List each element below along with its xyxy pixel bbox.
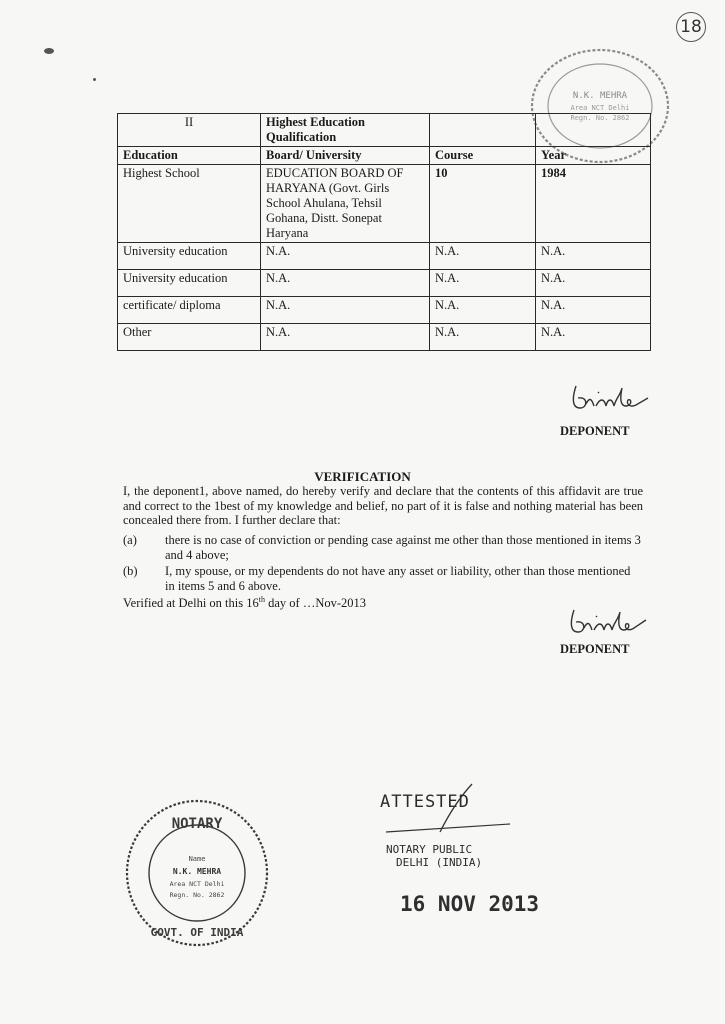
empty-cell bbox=[536, 114, 651, 147]
seal-bottom-text: GOVT. OF INDIA bbox=[150, 926, 244, 939]
column-header: Board/ University bbox=[261, 147, 430, 165]
table-cell: N.A. bbox=[536, 270, 651, 297]
section-title: Highest Education Qualification bbox=[261, 114, 430, 147]
signature bbox=[566, 604, 650, 640]
scan-mark bbox=[93, 78, 96, 81]
table-cell: N.A. bbox=[261, 324, 430, 351]
table-cell: 1984 bbox=[536, 165, 651, 243]
seal-area-text: Area NCT Delhi bbox=[169, 880, 225, 888]
verification-paragraph: I, the deponent1, above named, do hereby verify and declare that the contents of this affidavit are true and correct to the 1best of my knowledge and belief, no part of it is false and nothing material has been concealed there from. I further declare that: bbox=[123, 484, 643, 528]
table-section-row bbox=[118, 114, 651, 147]
education-table bbox=[117, 113, 651, 351]
section-number: II bbox=[118, 114, 261, 147]
column-header: Education bbox=[118, 147, 261, 165]
empty-cell bbox=[430, 114, 536, 147]
seal-name-text: N.K. MEHRA bbox=[572, 91, 628, 101]
table-row bbox=[118, 270, 651, 297]
table-row bbox=[118, 324, 651, 351]
table-cell: N.A. bbox=[261, 270, 430, 297]
item-text: there is no case of conviction or pending case against me other than those mentioned in items 3 and 4 above; bbox=[165, 533, 641, 562]
seal-name-label: Name bbox=[188, 855, 206, 863]
table-row bbox=[118, 165, 651, 243]
verified-suffix: day of …Nov-2013 bbox=[264, 596, 367, 611]
seal-regn-text: Regn. No. 2862 bbox=[570, 114, 630, 122]
verified-line bbox=[123, 595, 366, 611]
item-marker: (a) bbox=[123, 533, 137, 547]
table-cell: certificate/ diploma bbox=[118, 297, 261, 324]
page-number: 18 bbox=[676, 12, 706, 42]
table-cell: N.A. bbox=[261, 297, 430, 324]
seal-area-text: Area NCT Delhi bbox=[570, 104, 630, 112]
deponent-label: DEPONENT bbox=[560, 642, 630, 656]
verified-sup: th bbox=[258, 595, 265, 604]
table-cell: N.A. bbox=[536, 297, 651, 324]
signature bbox=[566, 378, 650, 418]
deponent-label: DEPONENT bbox=[560, 424, 630, 438]
declaration-item-a bbox=[123, 533, 643, 563]
table-row bbox=[118, 297, 651, 324]
seal-name-text: N.K. MEHRA bbox=[172, 867, 222, 876]
notary-delhi-stamp: DELHI (INDIA) bbox=[396, 856, 483, 869]
table-header-row bbox=[118, 147, 651, 165]
table-cell: 10 bbox=[430, 165, 536, 243]
attested-stamp: ATTESTED bbox=[380, 792, 470, 812]
table-cell: University education bbox=[118, 270, 261, 297]
attest-signature bbox=[380, 782, 520, 842]
table-cell: N.A. bbox=[430, 297, 536, 324]
table-cell: University education bbox=[118, 243, 261, 270]
column-header: Year bbox=[536, 147, 651, 165]
verification-title: VERIFICATION bbox=[314, 469, 411, 484]
table-cell: N.A. bbox=[261, 243, 430, 270]
notary-seal-bottom bbox=[124, 798, 270, 948]
seal-regn-text: Regn. No. 2862 bbox=[169, 891, 225, 899]
column-header: Course bbox=[430, 147, 536, 165]
seal-top-text: NOTARY bbox=[171, 816, 223, 832]
table-cell: N.A. bbox=[430, 270, 536, 297]
table-cell: N.A. bbox=[536, 243, 651, 270]
item-marker: (b) bbox=[123, 564, 138, 578]
table-cell: N.A. bbox=[430, 324, 536, 351]
notary-public-stamp: NOTARY PUBLIC bbox=[386, 843, 473, 856]
table-cell: EDUCATION BOARD OF HARYANA (Govt. Girls School Ahulana, Tehsil Gohana, Distt. Sonepat Haryana bbox=[261, 165, 430, 243]
date-stamp: 16 NOV 2013 bbox=[400, 892, 540, 916]
table-cell: Other bbox=[118, 324, 261, 351]
scan-mark bbox=[44, 48, 54, 54]
table-cell: N.A. bbox=[430, 243, 536, 270]
verified-prefix: Verified at Delhi on this 16 bbox=[123, 596, 259, 611]
table-cell: Highest School bbox=[118, 165, 261, 243]
declaration-item-b bbox=[123, 564, 643, 594]
table-cell: N.A. bbox=[536, 324, 651, 351]
table-row bbox=[118, 243, 651, 270]
item-text: I, my spouse, or my dependents do not have any asset or liability, other than those mentioned in items 5 and 6 above. bbox=[165, 564, 631, 593]
